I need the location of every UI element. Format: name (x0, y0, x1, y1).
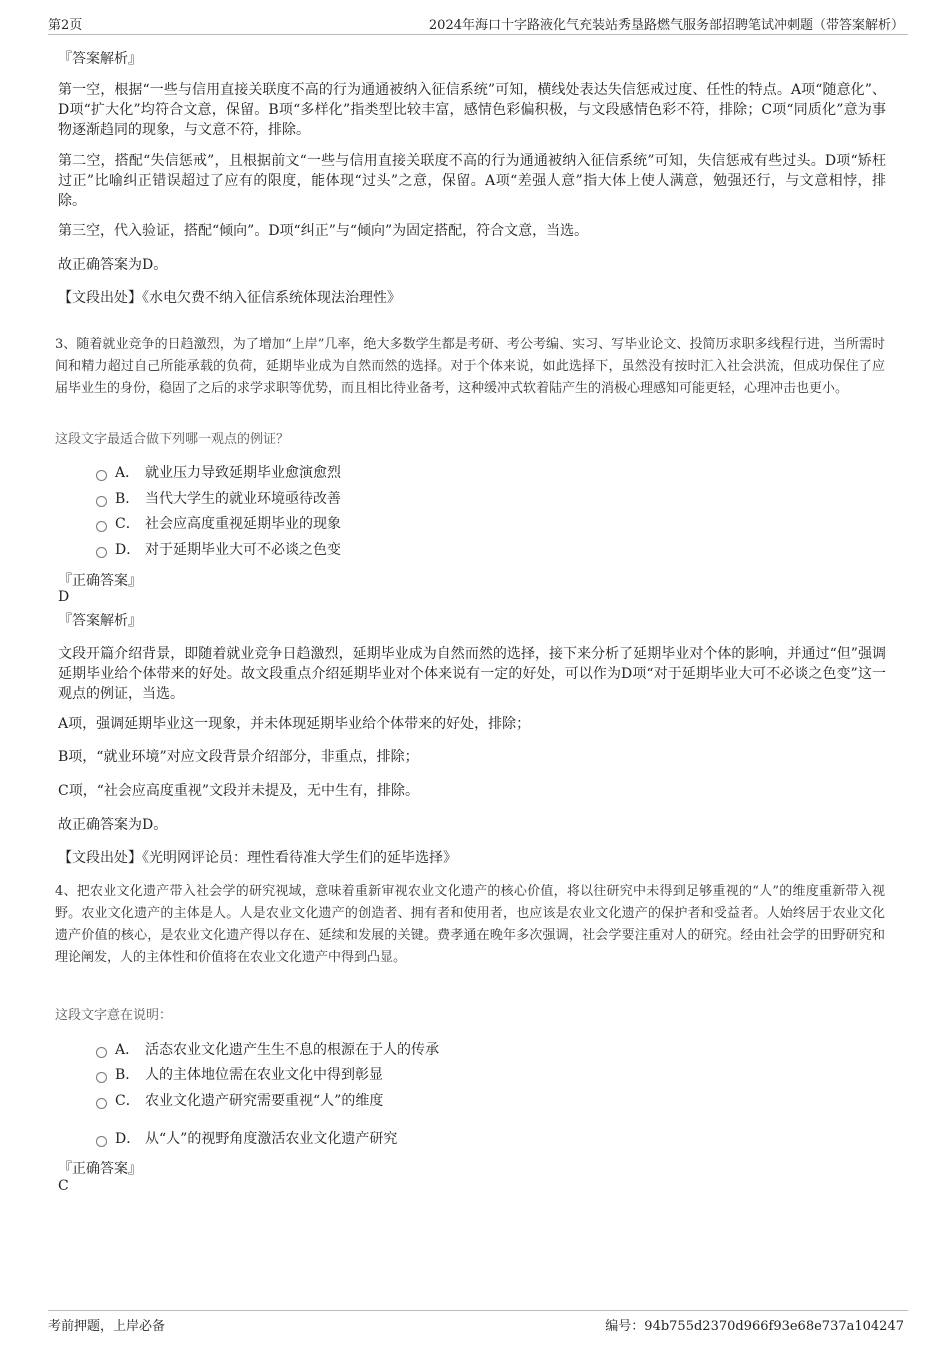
correct-answer: C (58, 1178, 69, 1194)
page-footer (48, 1310, 908, 1334)
answer-conclusion: 故正确答案为D。 (58, 817, 168, 833)
page-header (48, 12, 908, 35)
footer-slogan: 考前押题，上岸必备 (48, 1319, 166, 1334)
explanation-paragraph: 第三空，代入验证，搭配“倾向”。D项“纠正”与“倾向”为固定搭配，符合文意，当选。 (58, 223, 589, 239)
option-a[interactable]: A． 就业压力导致延期毕业愈演愈烈 (96, 463, 341, 483)
explanation-paragraph: 文段开篇介绍背景，即随着就业竞争日趋激烈，延期毕业成为自然而然的选择，接下来分析了延期毕业对个体的影响，并通过“但”强调延期毕业给个体带来的好处。故文段重点介绍延期毕业对个体来说有一定的好处，可以作为D项“对于延期毕业大可不必谈之色变”这一观点的例证，当选。 (58, 646, 886, 702)
option-d[interactable]: D． 从“人”的视野角度激活农业文化遗产研究 (96, 1129, 397, 1149)
option-c[interactable]: C． 农业文化遗产研究需要重视“人”的维度 (96, 1091, 383, 1111)
explanation-heading: 『答案解析』 (58, 51, 142, 67)
question-prompt: 这段文字最适合做下列哪一观点的例证？ (55, 432, 290, 447)
page-number: 第2页 (48, 18, 83, 33)
explanation-paragraph: 第二空，搭配“失信惩戒”，且根据前文“一些与信用直接关联度不高的行为通通被纳入征信系统”可知，失信惩戒有些过头。D项“矫枉过正”比喻纠正错误超过了应有的限度，能体现“过头”之意，保留。A项“差强人意”指大体上使人满意，勉强还行，与文意相悖，排除。 (58, 153, 886, 209)
explanation-paragraph: 第一空，根据“一些与信用直接关联度不高的行为通通被纳入征信系统”可知，横线处表达失信惩戒过度、任性的特点。A项“随意化”、D项“扩大化”均符合文意，保留。B项“多样化”指类型比较丰富，感情色彩偏积极，与文段感情色彩不符，排除；C项“同质化”意为事物逐渐趋同的现象，与文意不符，排除。 (58, 82, 886, 138)
option-d[interactable]: D． 对于延期毕业大可不必谈之色变 (96, 540, 341, 560)
answer-conclusion: 故正确答案为D。 (58, 257, 168, 273)
document-serial: 编号：94b755d2370d966f93e68e737a104247 (605, 1319, 904, 1334)
correct-answer-heading: 『正确答案』 (58, 573, 142, 589)
question-text: 4、把农业文化遗产带入社会学的研究视域，意味着重新审视农业文化遗产的核心价值，将以往研究中未得到足够重视的“人”的维度重新带入视野。农业文化遗产的主体是人。人是农业文化遗产的创造者、拥有者和使用者，也应该是农业文化遗产的保护者和受益者。人始终居于农业文化遗产价值的核心，是农业文化遗产得以存在、延续和发展的关键。费孝通在晚年多次强调，社会学要注重对人的研究。经由社会学的田野研究和理论阐发，人的主体性和价值将在农业文化遗产中得到凸显。 (55, 884, 885, 965)
option-b[interactable]: B． 当代大学生的就业环境亟待改善 (96, 489, 341, 509)
source-citation: 【文段出处】《光明网评论员：理性看待准大学生们的延毕选择》 (58, 850, 457, 866)
explanation-paragraph: C项，“社会应高度重视”文段并未提及，无中生有，排除。 (58, 783, 420, 799)
radio-button-icon[interactable] (96, 1047, 107, 1058)
question-prompt: 这段文字意在说明： (55, 1008, 173, 1023)
radio-button-icon[interactable] (96, 1072, 107, 1083)
explanation-paragraph: A项，强调延期毕业这一现象，并未体现延期毕业给个体带来的好处，排除； (58, 716, 531, 732)
radio-button-icon[interactable] (96, 1098, 107, 1109)
source-citation: 【文段出处】《水电欠费不纳入征信系统体现法治理性》 (58, 290, 401, 306)
radio-button-icon[interactable] (96, 521, 107, 532)
explanation-paragraph: B项，“就业环境”对应文段背景介绍部分，非重点，排除； (58, 749, 419, 765)
radio-button-icon[interactable] (96, 496, 107, 507)
radio-button-icon[interactable] (96, 1136, 107, 1147)
correct-answer-heading: 『正确答案』 (58, 1161, 142, 1177)
explanation-heading: 『答案解析』 (58, 613, 142, 629)
radio-button-icon[interactable] (96, 547, 107, 558)
question-text: 3、随着就业竞争的日趋激烈，为了增加“上岸”几率，绝大多数学生都是考研、考公考编、实习、写毕业论文、投简历求职多线程行进，当所需时间和精力超过自己所能承载的负荷，延期毕业成为自然而然的选择。对于个体来说，如此选择下，虽然没有按时汇入社会洪流，但成功保住了应届毕业生的身份，稳固了之后的求学求职等优势，而且相比待业备考，这种缓冲式软着陆产生的消极心理感知可能更轻，心理冲击也更小。 (55, 337, 885, 396)
option-b[interactable]: B． 人的主体地位需在农业文化中得到彰显 (96, 1065, 383, 1085)
radio-button-icon[interactable] (96, 470, 107, 481)
document-title: 2024年海口十字路液化气充装站秀垦路燃气服务部招聘笔试冲刺题（带答案解析） (428, 18, 904, 33)
correct-answer: D (58, 589, 70, 605)
option-a[interactable]: A． 活态农业文化遗产生生不息的根源在于人的传承 (96, 1040, 439, 1060)
option-c[interactable]: C． 社会应高度重视延期毕业的现象 (96, 514, 341, 534)
